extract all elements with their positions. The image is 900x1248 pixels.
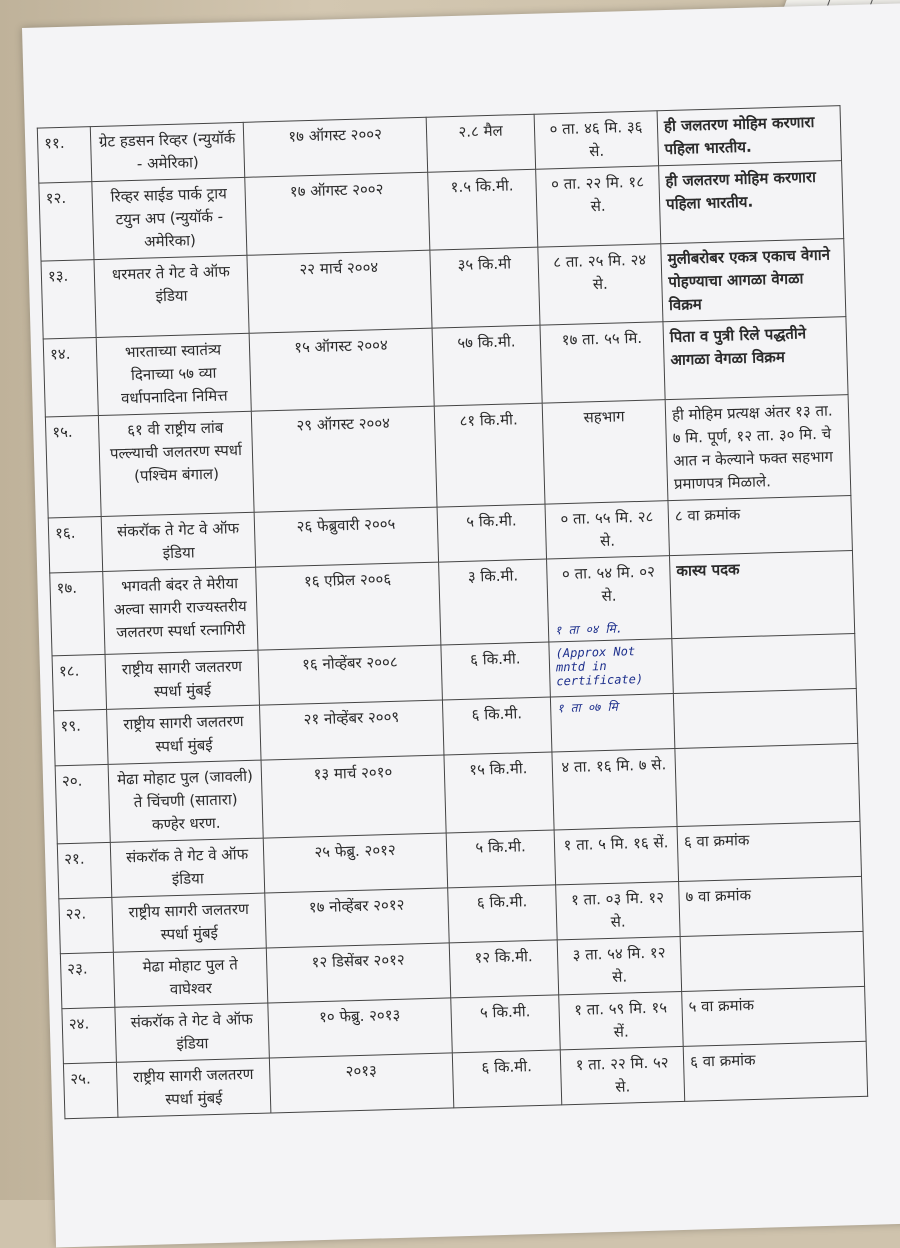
cell-time <box>549 639 673 697</box>
cell-place: राष्ट्रीय सागरी जलतरण स्पर्धा मुंबई <box>112 893 266 952</box>
cell-date: २६ फेब्रुवारी २००५ <box>254 507 438 567</box>
cell-note: ७ वा क्रमांक <box>679 876 863 936</box>
cell-time: सहभाग <box>542 400 668 504</box>
cell-time: ४ ता. १६ मि. ७ से. <box>552 749 677 830</box>
cell-note: ही जलतरण मोहिम करणारा पहिला भारतीय. <box>657 106 841 166</box>
cell-time: ० ता. ४६ मि. ३६ से. <box>534 111 658 169</box>
cell-number: २५. <box>63 1062 118 1118</box>
cell-number: ११. <box>37 127 92 183</box>
cell-place: राष्ट्रीय सागरी जलतरण स्पर्धा मुंबई <box>107 705 261 764</box>
cell-date: १७ ऑगस्ट २००२ <box>245 172 430 255</box>
cell-note <box>675 743 860 826</box>
cell-date: १६ नोव्हेंबर २००८ <box>258 645 442 705</box>
cell-time: ३ ता. ५४ मि. १२ से. <box>557 936 681 994</box>
cell-note: ५ वा क्रमांक <box>682 986 866 1046</box>
cell-time: १ ता. ५ मि. १६ सें. <box>554 827 678 885</box>
cell-place: संकरॉक ते गेट वे ऑफ इंडिया <box>110 838 264 897</box>
records-table <box>37 105 868 1119</box>
cell-number: १४. <box>43 338 98 417</box>
cell-number: १३. <box>41 260 96 339</box>
cell-distance: ६ कि.मी. <box>452 1050 561 1108</box>
cell-distance: २.८ मैल <box>426 114 535 172</box>
cell-note: ६ वा क्रमांक <box>683 1041 867 1101</box>
cell-note: कास्य पदक <box>669 551 854 639</box>
cell-time: १ ता. २२ मि. ५२ से. <box>560 1046 684 1104</box>
handwritten-note: १ ता ०४ मि. <box>554 621 624 638</box>
cell-distance: ६ कि.मी. <box>441 642 550 700</box>
cell-time: १ ता. ५९ मि. १५ सें. <box>559 991 683 1049</box>
cell-time <box>550 694 674 752</box>
cell-distance: ६ कि.मी. <box>448 885 557 943</box>
cell-place: राष्ट्रीय सागरी जलतरण स्पर्धा मुंबई <box>105 650 259 709</box>
cell-place: भारताच्या स्वातंत्र्य दिनाच्या ५७ व्या वर्धापनादिना निमित्त <box>96 333 251 415</box>
cell-place: ६१ वी राष्ट्रीय लांब पल्ल्याची जलतरण स्पर्धा (पश्चिम बंगाल) <box>98 411 254 516</box>
cell-time: १ ता. ०३ मि. १२ से. <box>556 881 680 939</box>
cell-number: १७. <box>50 571 105 655</box>
document-page <box>22 2 900 1247</box>
cell-distance: ३ कि.मी. <box>439 559 549 645</box>
cell-date: १७ ऑगस्ट २००२ <box>243 117 427 177</box>
cell-time: ८ ता. २५ मि. २४ से. <box>538 244 663 325</box>
cell-number: २४. <box>62 1007 117 1063</box>
cell-date: १६ एप्रिल २००६ <box>256 562 441 650</box>
cell-time <box>547 556 672 642</box>
cell-date: १३ मार्च २०१० <box>261 755 446 838</box>
cell-distance: १५ कि.मी. <box>444 752 554 833</box>
cell-note: मुलीबरोबर एकत्र एकाच वेगाने पोहण्याचा आगळा वेगळा विक्रम <box>661 239 846 322</box>
cell-distance: ५७ कि.मी. <box>432 325 542 406</box>
handwritten-note: (Approx Not mntd in certificate) <box>555 644 644 689</box>
cell-number: १८. <box>52 654 107 710</box>
cell-place: मेढा मोहाट पुल ते वाघेश्वर <box>113 948 267 1007</box>
cell-place: ग्रेट हडसन रिव्हर (न्युयॉर्क - अमेरिका) <box>90 122 244 181</box>
cell-date: २०१३ <box>269 1053 453 1113</box>
cell-date: २२ मार्च २००४ <box>247 250 432 333</box>
cell-number: २२. <box>59 897 114 953</box>
cell-place: संकरॉक ते गेट वे ऑफ इंडिया <box>115 1003 269 1062</box>
cell-number: १२. <box>39 182 94 261</box>
cell-distance: १२ कि.मी. <box>449 940 558 998</box>
cell-distance: ६ कि.मी. <box>442 697 551 755</box>
cell-note: पिता व पुत्री रिले पद्धतीने आगळा वेगळा विक्रम <box>663 317 848 400</box>
cell-date: २५ फेब्रु. २०१२ <box>263 833 447 893</box>
cell-place: भगवती बंदर ते मेरीया अल्वा सागरी राज्यस्तरीय जलतरण स्पर्धा रत्नागिरी <box>103 567 258 654</box>
cell-distance: १.५ कि.मी. <box>428 169 538 250</box>
records-table-body <box>37 106 867 1119</box>
cell-note: ही जलतरण मोहिम करणारा पहिला भारतीय. <box>659 161 844 244</box>
cell-date: २९ ऑगस्ट २००४ <box>251 406 437 512</box>
cell-number: २०. <box>55 764 110 843</box>
cell-date: २१ नोव्हेंबर २००९ <box>259 700 443 760</box>
cell-number: १५. <box>45 416 101 518</box>
cell-number: २३. <box>60 952 115 1008</box>
cell-distance: ८१ कि.मी. <box>434 403 545 507</box>
cell-time-text: ० ता. ५४ मि. ०२ से. <box>561 562 656 606</box>
cell-place: मेढा मोहाट पुल (जावली) ते चिंचणी (सातारा) कण्हेर धरण. <box>108 760 263 842</box>
cell-time: ० ता. २२ मि. १८ से. <box>536 166 661 247</box>
cell-distance: ३५ कि.मी <box>430 247 540 328</box>
cell-note <box>673 688 857 748</box>
cell-time: ० ता. ५५ मि. २८ से. <box>545 501 669 559</box>
cell-distance: ५ कि.मी. <box>451 995 560 1053</box>
cell-note: ही मोहिम प्रत्यक्ष अंतर १३ ता. ७ मि. पूर्ण, १२ ता. ३० मि. चे आत न केल्याने फक्त सहभाग प्रमाणपत्र मिळाले. <box>665 395 851 501</box>
cell-place: राष्ट्रीय सागरी जलतरण स्पर्धा मुंबई <box>116 1058 270 1117</box>
cell-place: रिव्हर साईड पार्क ट्राय टयुन अप (न्युयॉर्क - अमेरिका) <box>92 177 247 259</box>
cell-number: २१. <box>57 842 112 898</box>
cell-distance: ५ कि.मी. <box>446 830 555 888</box>
cell-number: १६. <box>48 516 103 572</box>
cell-date: १० फेब्रु. २०१३ <box>268 998 452 1058</box>
cell-number: १९. <box>54 709 109 765</box>
cell-place: संकरॉक ते गेट वे ऑफ इंडिया <box>101 512 255 571</box>
cell-note <box>680 931 864 991</box>
cell-note: ८ वा क्रमांक <box>668 496 852 556</box>
cell-date: १५ ऑगस्ट २००४ <box>249 328 434 411</box>
cell-date: १७ नोव्हेंबर २०१२ <box>265 888 449 948</box>
cell-distance: ५ कि.मी. <box>437 504 546 562</box>
cell-note: ६ वा क्रमांक <box>677 821 861 881</box>
cell-time: १७ ता. ५५ मि. <box>540 322 665 403</box>
cell-note <box>672 633 856 693</box>
cell-date: १२ डिसेंबर २०१२ <box>266 943 450 1003</box>
cell-place: धरमतर ते गेट वे ऑफ इंडिया <box>94 255 249 337</box>
handwritten-note: १ ता ०७ मि <box>557 699 619 716</box>
